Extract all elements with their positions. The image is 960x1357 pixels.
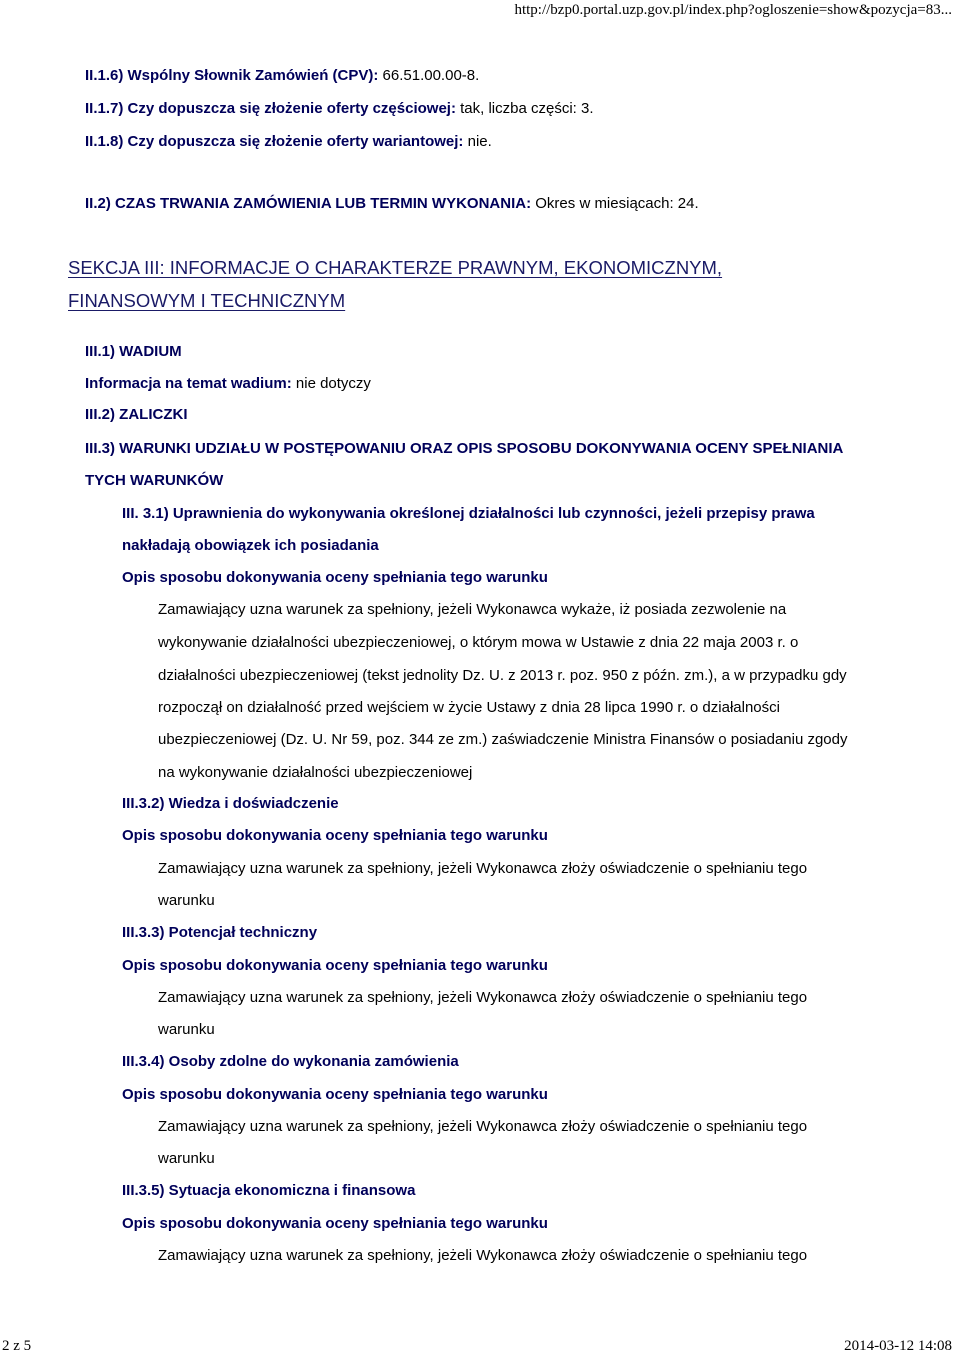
item-3-1-text-line: rozpoczął on działalność przed wejściem w życie Ustawy z dnia 28 lipca 1990 r. o działalności (158, 699, 780, 716)
zaliczki-heading: III.2) ZALICZKI (85, 406, 188, 423)
item-3-5-text-line: Zamawiający uzna warunek za spełniony, jeżeli Wykonawca złoży oświadczenie o spełnianiu tego (158, 1247, 808, 1264)
cpv-value: 66.51.00.00-8. (382, 67, 480, 84)
item-3-1-title-line-1: III. 3.1) Uprawnienia do wykonywania określonej działalności lub czynności, jeżeli przepisy prawa (122, 505, 815, 522)
partial-offer-value: tak, liczba części: 3. (460, 100, 594, 117)
section-3-title-line-1: SEKCJA III: INFORMACJE O CHARAKTERZE PRAWNYM, EKONOMICZNYM, (68, 257, 723, 278)
cpv-label: II.1.6) Wspólny Słownik Zamówień (CPV): (85, 67, 379, 84)
item-3-1-title-line-2: nakładają obowiązek ich posiadania (122, 537, 379, 554)
item-3-2-opis: Opis sposobu dokonywania oceny spełniania tego warunku (122, 827, 548, 844)
item-3-1-text-line: działalności ubezpieczeniowej (tekst jednolity Dz. U. z 2013 r. poz. 950 z późn. zm.), a w przypadku gdy (158, 667, 847, 684)
item-3-5-opis: Opis sposobu dokonywania oceny spełniania tego warunku (122, 1215, 548, 1232)
item-3-3-text-line: warunku (158, 1021, 215, 1038)
item-3-4-title: III.3.4) Osoby zdolne do wykonania zamówienia (122, 1053, 459, 1070)
section-3-title-line-2: FINANSOWYM I TECHNICZNYM (68, 290, 346, 311)
item-3-4-text-line: Zamawiający uzna warunek za spełniony, jeżeli Wykonawca złoży oświadczenie o spełnianiu tego (158, 1118, 808, 1135)
partial-offer-line (85, 100, 594, 118)
warunki-heading-line-1: III.3) WARUNKI UDZIAŁU W POSTĘPOWANIU ORAZ OPIS SPOSOBU DOKONYWANIA OCENY SPEŁNIANIA (85, 440, 844, 457)
duration-value: Okres w miesiącach: 24. (535, 195, 699, 212)
variant-offer-label: II.1.8) Czy dopuszcza się złożenie oferty wariantowej: (85, 133, 464, 150)
wadium-heading: III.1) WADIUM (85, 343, 182, 360)
print-datetime: 2014-03-12 14:08 (844, 1338, 952, 1354)
wadium-value: nie dotyczy (295, 375, 371, 392)
item-3-1-text-line: na wykonywanie działalności ubezpieczeniowej (158, 764, 473, 781)
item-3-3-opis: Opis sposobu dokonywania oceny spełniania tego warunku (122, 957, 548, 974)
item-3-2-text-line: Zamawiający uzna warunek za spełniony, jeżeli Wykonawca złoży oświadczenie o spełnianiu tego (158, 860, 808, 877)
wadium-line (85, 375, 371, 393)
wadium-label: Informacja na temat wadium: (85, 375, 292, 392)
warunki-heading-line-2: TYCH WARUNKÓW (85, 472, 224, 489)
item-3-1-text-line: ubezpieczeniowej (Dz. U. Nr 59, poz. 344 ze zm.) zaświadczenie Ministra Finansów o posiadaniu zgody (158, 731, 848, 748)
page-url-header: http://bzp0.portal.uzp.gov.pl/index.php?ogloszenie=show&pozycja=83... (514, 2, 952, 18)
item-3-1-text-line: Zamawiający uzna warunek za spełniony, jeżeli Wykonawca wykaże, iż posiada zezwolenie na (158, 601, 787, 618)
item-3-4-text-line: warunku (158, 1150, 215, 1167)
partial-offer-label: II.1.7) Czy dopuszcza się złożenie oferty częściowej: (85, 100, 456, 117)
variant-offer-value: nie. (467, 133, 492, 150)
variant-offer-line (85, 133, 492, 151)
duration-label: II.2) CZAS TRWANIA ZAMÓWIENIA LUB TERMIN WYKONANIA: (85, 195, 532, 212)
item-3-1-opis: Opis sposobu dokonywania oceny spełniania tego warunku (122, 569, 548, 586)
item-3-3-title: III.3.3) Potencjał techniczny (122, 924, 318, 941)
item-3-4-opis: Opis sposobu dokonywania oceny spełniania tego warunku (122, 1086, 548, 1103)
item-3-2-text-line: warunku (158, 892, 215, 909)
item-3-2-title: III.3.2) Wiedza i doświadczenie (122, 795, 339, 812)
item-3-5-title: III.3.5) Sytuacja ekonomiczna i finansowa (122, 1182, 416, 1199)
page-number: 2 z 5 (2, 1338, 32, 1354)
item-3-1-text-line: wykonywanie działalności ubezpieczeniowej, o którym mowa w Ustawie z dnia 22 maja 2003 r. o (158, 634, 799, 651)
item-3-3-text-line: Zamawiający uzna warunek za spełniony, jeżeli Wykonawca złoży oświadczenie o spełnianiu tego (158, 989, 808, 1006)
cpv-line (85, 67, 479, 85)
duration-line (85, 195, 699, 213)
